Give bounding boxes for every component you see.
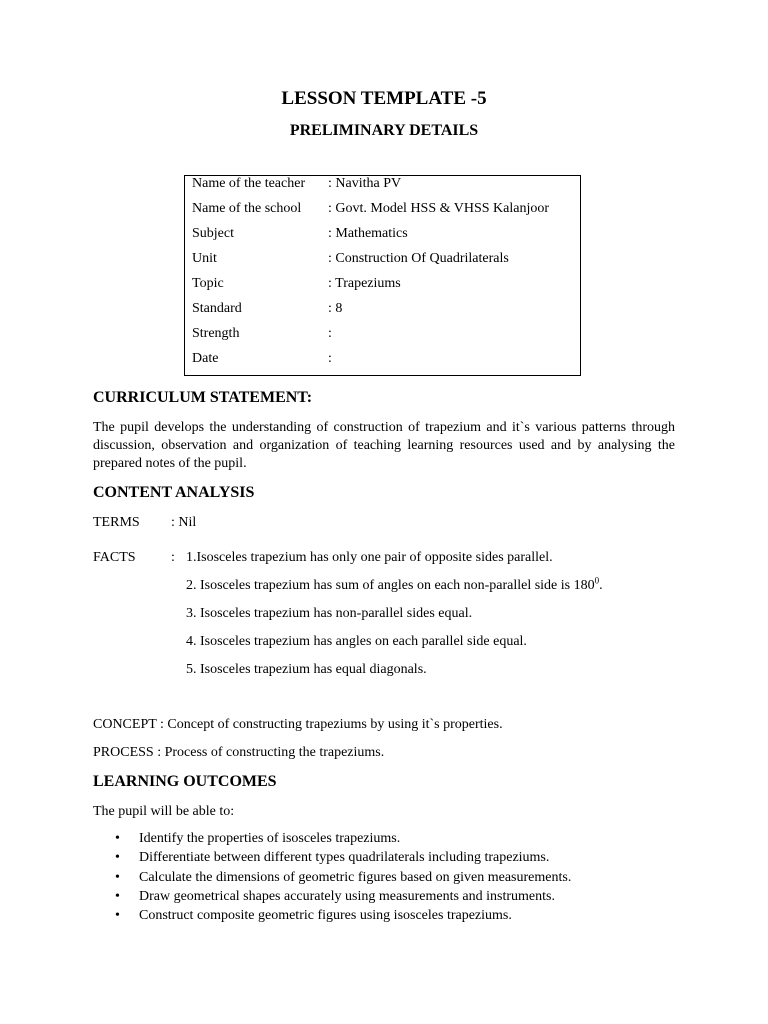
detail-label: Date [192,351,219,366]
list-item: • Calculate the dimensions of geometric figures based on given measurements. [93,868,571,887]
detail-value: : Trapeziums [328,276,401,291]
process-line: PROCESS : Process of constructing the trapeziums. [93,745,385,760]
detail-row [192,251,509,267]
list-item: • Identify the properties of isosceles trapeziums. [93,829,571,848]
page-title: LESSON TEMPLATE -5 [281,88,487,109]
detail-value: : Construction Of Quadrilaterals [328,251,509,266]
learning-outcomes-list [93,829,571,925]
detail-value: : [328,351,332,366]
detail-row [192,326,332,342]
learning-outcomes-intro: The pupil will be able to: [93,804,235,819]
detail-row [192,276,401,292]
fact-item: 3. Isosceles trapezium has non-parallel sides equal. [186,606,473,621]
detail-row [192,176,401,192]
list-item: • Draw geometrical shapes accurately using measurements and instruments. [93,887,571,906]
preliminary-details-box [184,175,581,376]
fact-item: 2. Isosceles trapezium has sum of angles on each non-parallel side is $180^0$. [186,575,603,593]
facts-colon: : [171,550,175,565]
detail-row [192,351,332,367]
detail-label: Topic [192,276,224,291]
degree-superscript: 0 [594,575,600,586]
detail-row [192,226,408,242]
detail-label: Standard [192,301,242,316]
detail-label: Subject [192,226,234,241]
list-item: • Differentiate between different types quadrilaterals including trapeziums. [93,848,571,867]
detail-row [192,201,549,217]
detail-label: Name of the school [192,201,302,216]
content-analysis-heading: CONTENT ANALYSIS [93,484,255,501]
detail-row [192,301,342,317]
fact-item: 4. Isosceles trapezium has angles on each parallel side equal. [186,634,527,649]
concept-line: CONCEPT : Concept of constructing trapeziums by using it`s properties. [93,717,503,732]
list-item: • Construct composite geometric figures using isosceles trapeziums. [93,906,571,925]
fact-item: 1.Isosceles trapezium has only one pair of opposite sides parallel. [186,550,553,565]
detail-label: Name of the teacher [192,176,306,191]
curriculum-paragraph: The pupil develops the understanding of construction of trapezium and it`s various patterns through discussion, observation and organization of teaching learning resources used and by analysing the prepared notes of the pupil. [93,420,675,471]
terms-value: : Nil [171,515,197,530]
detail-label: Unit [192,251,217,266]
fact-item: 5. Isosceles trapezium has equal diagonals. [186,662,427,677]
detail-value: : 8 [328,301,343,316]
detail-label: Strength [192,326,240,341]
terms-label: TERMS [93,515,140,530]
detail-value: : Mathematics [328,226,408,241]
detail-value: : [328,326,332,341]
curriculum-heading: CURRICULUM STATEMENT: [93,389,313,406]
detail-value: : Navitha PV [328,176,402,191]
detail-value: : Govt. Model HSS & VHSS Kalanjoor [328,201,550,216]
learning-outcomes-heading: LEARNING OUTCOMES [93,773,277,790]
facts-label: FACTS [93,550,136,565]
section-title-preliminary: PRELIMINARY DETAILS [289,122,479,139]
